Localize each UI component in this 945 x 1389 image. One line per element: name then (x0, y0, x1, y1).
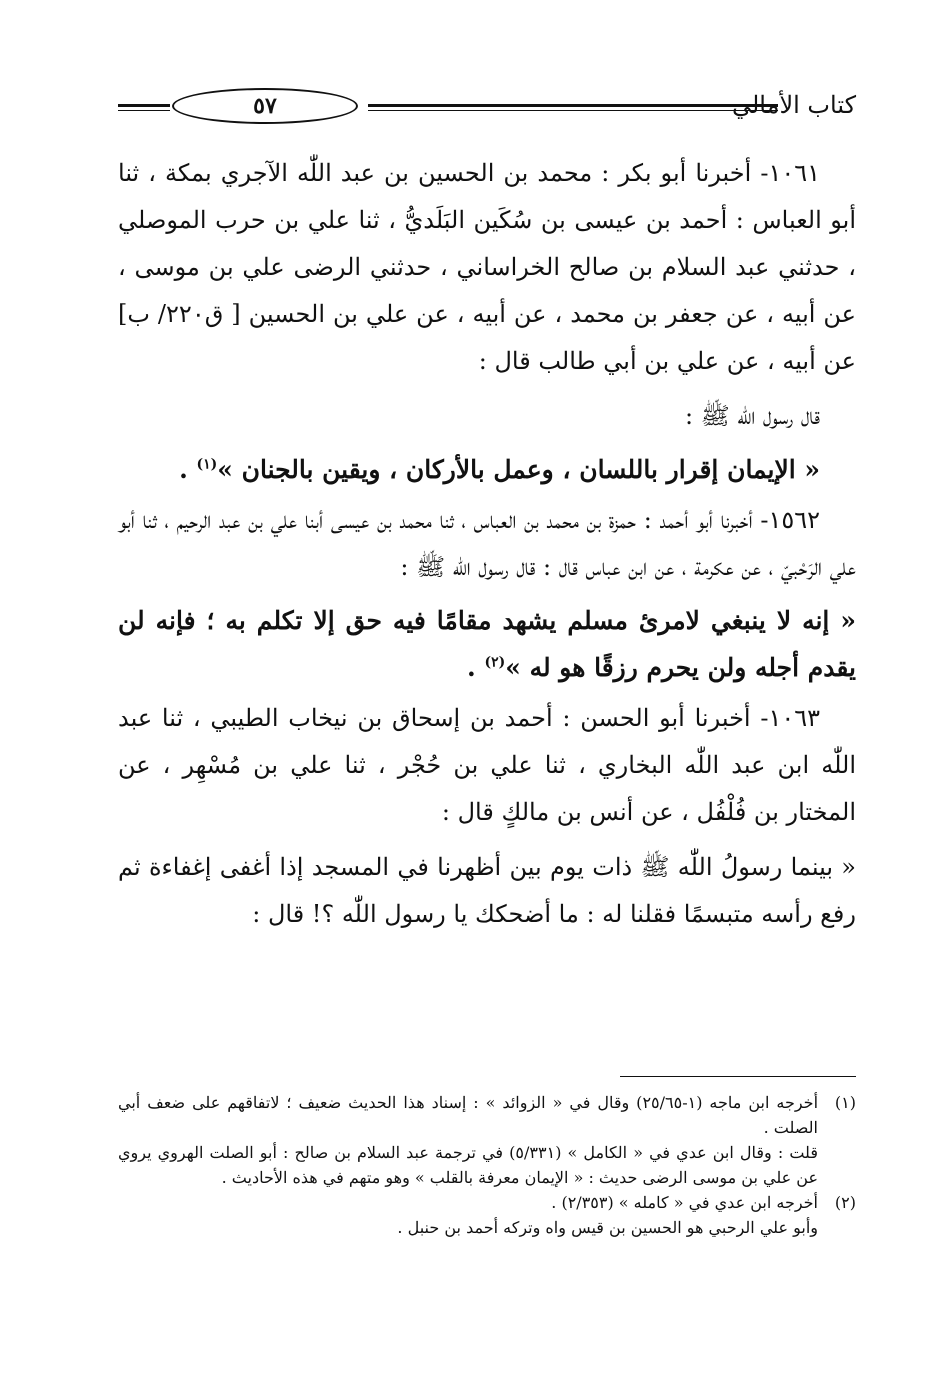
footnote-2-text: أخرجه ابن عدي في « كامله » (٢/٣٥٣) . (551, 1193, 818, 1212)
hadith-1061-quote (118, 446, 856, 493)
hadith-1063: ١٠٦٣- أخبرنا أبو الحسن : أحمد بن إسحاق بن نيخاب الطيبي ، ثنا عبد اللّٰه ابن عبد اللّٰه البخاري ، ثنا علي بن حُجْر ، ثنا علي بن مُسْهِر ، عن المختار بن فُلْفُل ، عن أنس بن مالكٍ قال : (118, 704, 856, 826)
page-header (118, 88, 856, 132)
footnotes (118, 1090, 856, 1240)
footnote-2-number: (٢) (834, 1193, 856, 1212)
main-text (118, 150, 856, 938)
footnote-1-text: أخرجه ابن ماجه (١-٢٥/٦٥) وقال في « الزوائد » : إسناد هذا الحديث ضعيف ؛ لاتفاقهم على ضعف أبي الصلت . (118, 1093, 819, 1137)
quote-text: « الإيمان إقرار باللسان ، وعمل بالأركان ، ويقين بالجنان » (217, 455, 820, 484)
footnote-ref-1[interactable]: (١) (196, 456, 218, 473)
footnote-1-number: (١) (834, 1093, 856, 1112)
header-rule-left (118, 104, 170, 107)
running-title: كتاب الأمالي (731, 91, 856, 119)
footnote-1-continuation: قلت : وقال ابن عدي في « الكامل » (٥/٣٣١) في ترجمة عبد السلام بن صالح : أبو الصلت الهروي يروي عن علي بن موسى الرضى حديث : « الإيمان معرفة بالقلب » وهو متهم في هذه الأحاديث . (118, 1143, 819, 1187)
footnote-2-continuation: وأبو علي الرحبي هو الحسين بن قيس واه وتركه أحمد بن حنبل . (397, 1218, 818, 1237)
footnote-separator (620, 1076, 856, 1077)
footnote-2 (118, 1190, 856, 1215)
footnote-1 (118, 1090, 856, 1140)
hadith-1562-quote (118, 597, 856, 691)
hadith-1562: ١٥٦٢- أخبرنا أبو أحمد : حمزة بن محمد بن العباس ، ثنا محمد بن عيسى أبنا علي بن عبد الرحيم ، ثنا أبو علي الرَحْبيّ ، عن عكرمة ، عن ابن عباس قال : قال رسول اللّٰه ﷺ : (118, 506, 856, 581)
footnote-ref-2[interactable]: (٢) (484, 654, 506, 671)
hadith-1063-quote: « بينما رسولُ اللّٰه ﷺ ذات يوم بين أظهرنا في المسجد إذا أغفى إغفاءة ثم رفع رأسه متبسمًا فقلنا له : ما أضحكك يا رسول اللّٰه ؟! قال : (118, 853, 856, 928)
hadith-1061: ١٠٦١- أخبرنا أبو بكر : محمد بن الحسين بن عبد اللّٰه الآجري بمكة ، ثنا أبو العباس : أحمد بن عيسى بن سُكَين البَلَديُّ ، ثنا علي بن حرب الموصلي ، حدثني عبد السلام بن صالح الخراساني ، حدثني الرضى علي بن موسى ، عن أبيه ، عن جعفر بن محمد ، عن أبيه ، عن علي بن الحسين [ ق٢٢٠/ ب] عن أبيه ، عن علي بن أبي طالب قال : (118, 159, 856, 375)
quote-text: « إنه لا ينبغي لامرئ مسلم يشهد مقامًا فيه حق إلا تكلم به ؛ فإنه لن يقدم أجله ولن يحرم رزقًا هو له » (118, 606, 856, 682)
page-number: ٥٧ (172, 88, 358, 124)
quote-end: . (467, 653, 485, 682)
header-rule-right (368, 104, 778, 107)
quote-end: . (179, 455, 197, 484)
hadith-1061-intro: قال رسول اللّٰه ﷺ : (685, 402, 820, 430)
